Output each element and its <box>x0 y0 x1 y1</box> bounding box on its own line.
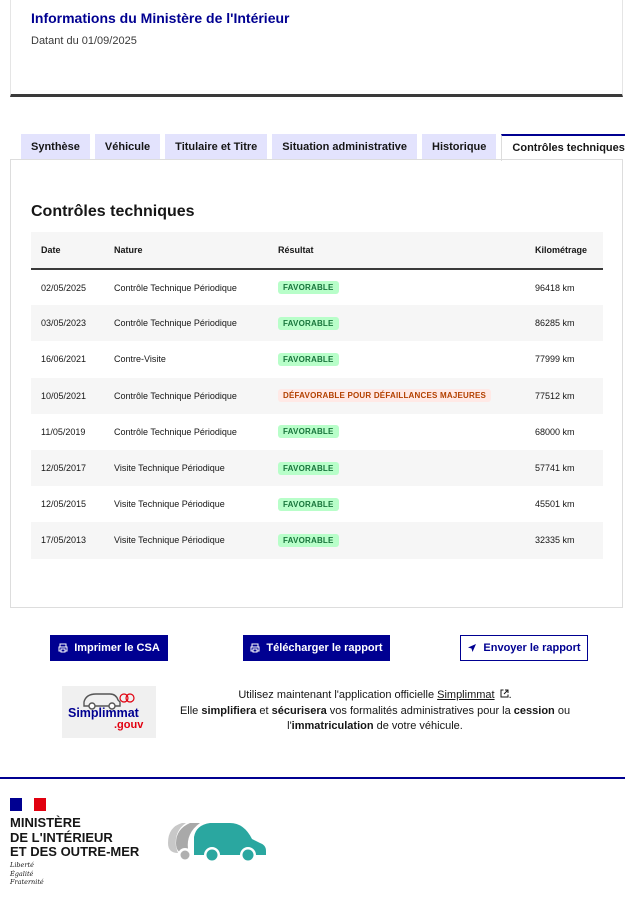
cell-result <box>268 414 525 450</box>
simplimmat-logo-sub: .gouv <box>114 719 144 731</box>
cell-result <box>268 269 525 305</box>
cell-mileage: 32335 km <box>535 535 575 546</box>
cell-result <box>268 486 525 522</box>
table-row <box>31 486 603 522</box>
cell-mileage: 96418 km <box>535 282 575 293</box>
cell-mileage: 77999 km <box>535 354 575 365</box>
table-row <box>31 341 603 377</box>
tab-bar <box>21 134 625 160</box>
cell-result <box>268 305 525 341</box>
cell-nature: Contrôle Technique Périodique <box>114 390 237 401</box>
result-badge: FAVORABLE <box>278 534 339 547</box>
table-row <box>31 305 603 341</box>
printer-icon <box>58 643 68 653</box>
result-badge: FAVORABLE <box>278 462 339 475</box>
promo-text <box>175 688 575 735</box>
cell-mileage: 86285 km <box>535 318 575 329</box>
tab-controles-techniques[interactable]: Contrôles techniques <box>501 134 625 161</box>
ministry-logo-text: MINISTÈRE DE L'INTÉRIEUR ET DES OUTRE-MER <box>10 815 140 859</box>
result-badge: FAVORABLE <box>278 353 339 366</box>
panel-title: Contrôles techniques <box>31 203 195 220</box>
cell-date: 12/05/2017 <box>41 463 87 474</box>
promo-line-1: Utilisez maintenant l'application officielle Simplimmat . <box>175 688 575 704</box>
cell-mileage: 57741 km <box>535 463 575 474</box>
data-date: Datant du 01/09/2025 <box>31 35 137 47</box>
result-badge: FAVORABLE <box>278 317 339 330</box>
cell-mileage: 77512 km <box>535 390 575 401</box>
download-report-button[interactable] <box>243 635 390 661</box>
table-row <box>31 414 603 450</box>
cell-date: 03/05/2023 <box>41 318 87 329</box>
tab-titulaire[interactable]: Titulaire et Titre <box>165 134 267 160</box>
promo-line-3: l'immatriculation de votre véhicule. <box>287 720 463 732</box>
cell-date: 10/05/2021 <box>41 390 87 401</box>
send-report-label: Envoyer le rapport <box>483 642 581 654</box>
column-header-mileage: Kilométrage <box>535 245 588 255</box>
table-row <box>31 378 603 414</box>
printer-icon <box>250 643 260 653</box>
cell-nature: Contre-Visite <box>114 354 166 365</box>
cell-nature: Contrôle Technique Périodique <box>114 426 237 437</box>
result-badge: DÉFAVORABLE POUR DÉFAILLANCES MAJEURES <box>278 389 491 402</box>
cell-result <box>268 450 525 486</box>
cell-date: 11/05/2019 <box>41 426 86 437</box>
cell-nature: Visite Technique Périodique <box>114 535 225 546</box>
print-csa-button[interactable] <box>50 635 168 661</box>
table-header-row <box>31 232 603 269</box>
tab-situation-administrative[interactable]: Situation administrative <box>272 134 417 160</box>
send-arrow-icon <box>467 643 477 653</box>
send-report-button[interactable] <box>460 635 588 661</box>
republic-motto: Liberté Égalité Fraternité <box>10 861 44 886</box>
cell-nature: Visite Technique Périodique <box>114 463 225 474</box>
column-header-date: Date <box>41 245 61 255</box>
cell-date: 16/06/2021 <box>41 354 87 365</box>
tab-panel <box>10 159 623 608</box>
page-title: Informations du Ministère de l'Intérieur <box>31 10 290 26</box>
inspections-table <box>31 232 603 559</box>
simplimmat-logo <box>62 686 156 738</box>
simplimmat-logo-main: Simplimmat <box>68 706 139 720</box>
simplimmat-link[interactable]: Simplimmat <box>437 689 495 701</box>
column-header-nature: Nature <box>114 245 143 255</box>
column-header-result: Résultat <box>278 245 314 255</box>
cell-mileage: 45501 km <box>535 499 575 510</box>
download-report-label: Télécharger le rapport <box>266 642 383 654</box>
tab-vehicule[interactable]: Véhicule <box>95 134 160 160</box>
tab-historique[interactable]: Historique <box>422 134 496 160</box>
result-badge: FAVORABLE <box>278 281 339 294</box>
cell-mileage: 68000 km <box>535 426 575 437</box>
vehicle-logo-icon <box>160 813 270 868</box>
cell-result <box>268 378 525 414</box>
cell-date: 02/05/2025 <box>41 282 87 293</box>
result-badge: FAVORABLE <box>278 498 339 511</box>
cell-nature: Contrôle Technique Périodique <box>114 318 237 329</box>
table-row <box>31 450 603 486</box>
table-row <box>31 269 603 305</box>
print-csa-label: Imprimer le CSA <box>74 642 160 654</box>
cell-result <box>268 522 525 558</box>
cell-nature: Contrôle Technique Périodique <box>114 282 237 293</box>
cell-result <box>268 341 525 377</box>
result-badge: FAVORABLE <box>278 425 339 438</box>
cell-nature: Visite Technique Périodique <box>114 499 225 510</box>
footer-divider <box>0 777 625 779</box>
info-card <box>10 0 623 97</box>
promo-line-2: Elle simplifiera et sécurisera vos formalités administratives pour la cession ou <box>179 704 571 717</box>
republic-flag-icon <box>10 798 46 811</box>
external-link-icon <box>500 688 509 704</box>
cell-date: 17/05/2013 <box>41 535 87 546</box>
cell-date: 12/05/2015 <box>41 499 87 510</box>
table-row <box>31 522 603 558</box>
tab-synthese[interactable]: Synthèse <box>21 134 90 160</box>
